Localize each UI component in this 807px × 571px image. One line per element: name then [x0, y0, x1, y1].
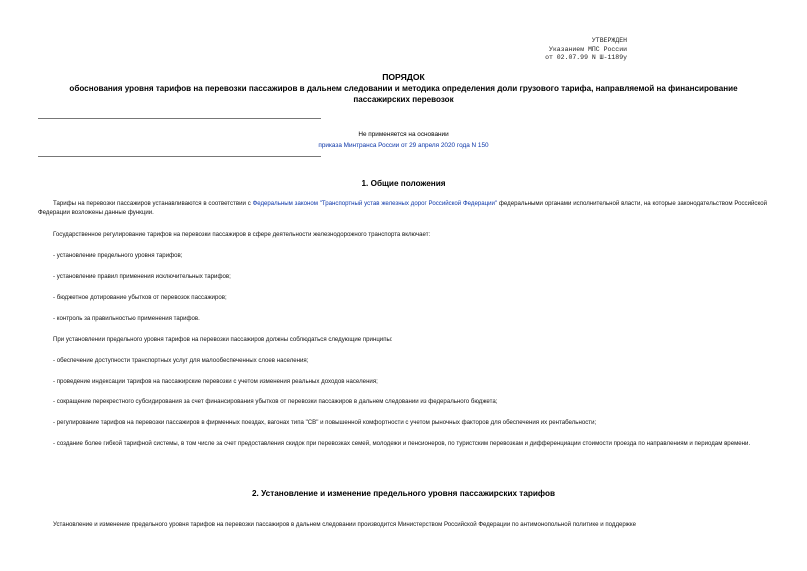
list-item-text: - установление правил применения исключительных тарифов; — [53, 273, 231, 280]
paragraph-3-text: При установлении предельного уровня тарифов на перевозки пассажиров должны соблюдаться следующие принципы: — [53, 336, 393, 343]
approval-stamp — [545, 37, 627, 63]
paragraph-4 — [38, 520, 767, 529]
list-item — [38, 439, 767, 448]
paragraph-1 — [38, 199, 767, 217]
section-2-heading: 2. Установление и изменение предельного уровня пассажирских тарифов — [251, 489, 556, 498]
list-item-text: - бюджетное дотирование убытков от перевозок пассажиров; — [53, 294, 227, 301]
list-item-text: - создание более гибкой тарифной системы, в том числе за счет предоставления скидок при перевозках семей, молодежи и пенсионеров, по туристским перевозкам и дифференциации стоимости проезда по направлениям и периодам времени. — [53, 440, 751, 447]
list-item-text: - обеспечение доступности транспортных услуг для малообеспеченных слоев населения; — [53, 357, 309, 364]
list-item — [38, 397, 767, 406]
list-item-text: - сокращение перекрестного субсидирования за счет финансирования убытков от перевозки пассажиров в дальнем следовании из федерального бюджета; — [53, 398, 498, 405]
section-1-heading: 1. Общие положения — [361, 179, 446, 188]
list-item — [38, 293, 767, 302]
paragraph-4-text: Установление и изменение предельного уровня тарифов на перевозки пассажиров в дальнем следовании производится Министерством Российской Федерации по антимонопольной политике и поддержке — [53, 521, 636, 528]
notice-link[interactable]: приказа Минтранса России от 29 апреля 2020 года N 150 — [318, 142, 489, 149]
list-item — [38, 251, 767, 260]
list-item — [38, 377, 767, 386]
paragraph-1-text-a: Тарифы на перевозки пассажиров устанавливаются в соответствии с — [53, 200, 253, 207]
document-header — [40, 72, 767, 105]
paragraph-1-text-b: федеральными органами исполнительной власти, на которые законодательством Российской Федерации возложены данные функции. — [38, 200, 767, 217]
document-title: ПОРЯДОК — [382, 72, 425, 82]
list-item — [38, 272, 767, 281]
approval-line-1: УТВЕРЖДЕН — [591, 37, 627, 44]
divider-bottom — [38, 156, 321, 157]
paragraph-3 — [38, 335, 767, 344]
list-item — [38, 314, 767, 323]
list-item — [38, 356, 767, 365]
document-subtitle: обоснования уровня тарифов на перевозки пассажиров в дальнем следовании и методика определения доли грузового тарифа, направляемой на финансирование пассажирских перевозок — [69, 84, 738, 104]
list-item-text: - регулирование тарифов на перевозки пассажиров в фирменных поездах, вагонах типа "СВ" и повышенной комфортности с учетом рыночных факторов для обеспечения их рентабельности; — [53, 419, 597, 426]
notice-text: Не применяется на основании — [358, 131, 449, 138]
approval-line-3: от 02.07.99 N Ш-1189у — [545, 54, 627, 61]
federal-law-link[interactable]: Федеральным законом "Транспортный устав железных дорог Российской Федерации" — [252, 200, 498, 207]
divider-top — [38, 118, 321, 119]
status-notice — [200, 129, 607, 151]
approval-line-2: Указанием МПС России — [548, 45, 627, 53]
list-item-text: - контроль за правильностью применения тарифов. — [53, 315, 200, 322]
paragraph-2 — [38, 230, 767, 239]
list-item-text: - установление предельного уровня тарифов; — [53, 252, 183, 259]
list-item — [38, 418, 767, 427]
paragraph-2-text: Государственное регулирование тарифов на перевозки пассажиров в сфере деятельности железнодорожного транспорта включает: — [53, 231, 431, 238]
list-item-text: - проведение индексации тарифов на пассажирские перевозки с учетом изменения реальных доходов населения; — [53, 378, 378, 385]
